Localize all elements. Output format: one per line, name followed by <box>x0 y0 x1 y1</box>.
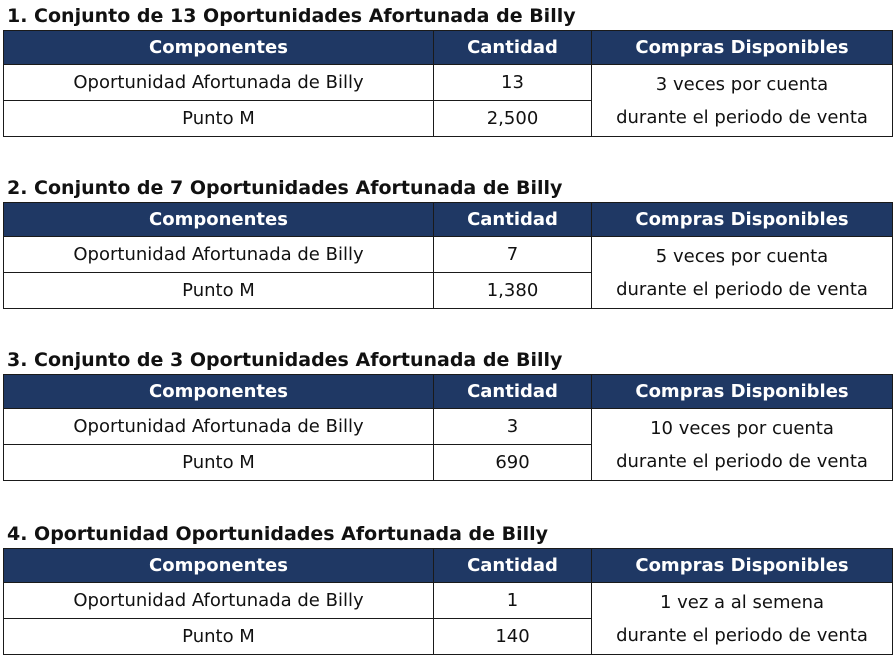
availability-header: Compras Disponibles <box>592 375 893 409</box>
quantity-cell: 3 <box>434 409 592 445</box>
table-header-row <box>4 549 893 583</box>
table-row <box>4 583 893 619</box>
availability-line: durante el periodo de venta <box>616 450 868 472</box>
availability-cell <box>592 237 893 309</box>
quantity-header: Cantidad <box>434 31 592 65</box>
quantity-cell: 140 <box>434 619 592 655</box>
table-row <box>4 237 893 273</box>
table-header-row <box>4 375 893 409</box>
component-cell: Punto M <box>4 619 434 655</box>
component-cell: Punto M <box>4 101 434 137</box>
availability-header: Compras Disponibles <box>592 31 893 65</box>
section-title: 4. Oportunidad Oportunidades Afortunada de Billy <box>7 523 549 545</box>
section-title: 2. Conjunto de 7 Oportunidades Afortunada de Billy <box>7 177 563 199</box>
quantity-cell: 1 <box>434 583 592 619</box>
availability-line: durante el periodo de venta <box>616 106 868 128</box>
component-cell: Oportunidad Afortunada de Billy <box>4 409 434 445</box>
availability-line: 3 veces por cuenta <box>655 73 829 95</box>
component-cell: Punto M <box>4 445 434 481</box>
set-table <box>3 374 893 481</box>
availability-line: 5 veces por cuenta <box>655 245 829 267</box>
component-cell: Punto M <box>4 273 434 309</box>
availability-line: durante el periodo de venta <box>616 624 868 646</box>
quantity-header: Cantidad <box>434 203 592 237</box>
section-title: 3. Conjunto de 3 Oportunidades Afortunada de Billy <box>7 349 563 371</box>
section-title: 1. Conjunto de 13 Oportunidades Afortunada de Billy <box>7 5 576 27</box>
availability-cell <box>592 409 893 481</box>
table-header-row <box>4 203 893 237</box>
availability-line: durante el periodo de venta <box>616 278 868 300</box>
table-row <box>4 65 893 101</box>
set-table <box>3 202 893 309</box>
components-header: Componentes <box>4 31 434 65</box>
availability-line: 1 vez a al semena <box>659 591 825 613</box>
set-table <box>3 30 893 137</box>
table-header-row <box>4 31 893 65</box>
availability-cell <box>592 65 893 137</box>
components-header: Componentes <box>4 203 434 237</box>
quantity-cell: 1,380 <box>434 273 592 309</box>
quantity-cell: 13 <box>434 65 592 101</box>
component-cell: Oportunidad Afortunada de Billy <box>4 583 434 619</box>
quantity-header: Cantidad <box>434 375 592 409</box>
quantity-header: Cantidad <box>434 549 592 583</box>
quantity-cell: 690 <box>434 445 592 481</box>
availability-cell <box>592 583 893 655</box>
availability-line: 10 veces por cuenta <box>650 417 834 439</box>
set-table <box>3 548 893 655</box>
components-header: Componentes <box>4 375 434 409</box>
availability-header: Compras Disponibles <box>592 549 893 583</box>
quantity-cell: 2,500 <box>434 101 592 137</box>
table-row <box>4 409 893 445</box>
availability-header: Compras Disponibles <box>592 203 893 237</box>
component-cell: Oportunidad Afortunada de Billy <box>4 237 434 273</box>
components-header: Componentes <box>4 549 434 583</box>
quantity-cell: 7 <box>434 237 592 273</box>
component-cell: Oportunidad Afortunada de Billy <box>4 65 434 101</box>
